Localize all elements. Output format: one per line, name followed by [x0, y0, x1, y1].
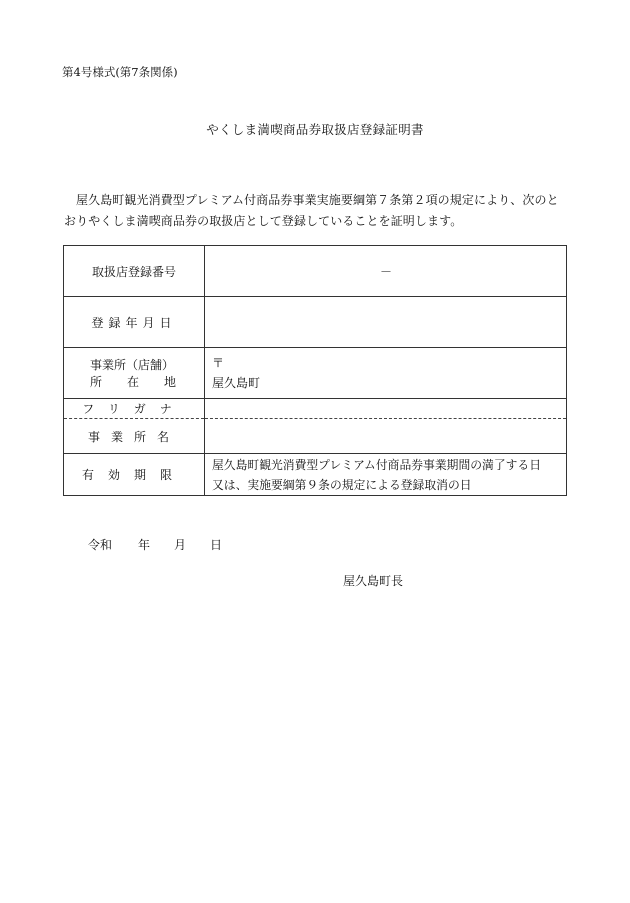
table-row-validity: [64, 454, 567, 496]
location-label-office: 事業所: [90, 358, 127, 372]
location-label-char1: 所: [90, 375, 103, 389]
registration-number-label: 取扱店登録番号: [64, 246, 205, 297]
location-label-store: （店舗）: [126, 358, 175, 372]
table-row-registration-number: [64, 246, 567, 297]
registration-number-value: －: [205, 246, 567, 297]
validity-value: [205, 454, 567, 496]
validity-value-line2: 又は、実施要綱第９条の規定による登録取消の日: [212, 477, 472, 492]
business-name-value: [205, 419, 567, 454]
validity-label: 有効期限: [64, 454, 205, 496]
registration-table: [63, 245, 567, 496]
document-title: やくしま満喫商品券取扱店登録証明書: [206, 122, 424, 137]
location-value: [205, 348, 567, 399]
location-label-char3: 地: [163, 375, 176, 389]
date-year: 年: [138, 538, 151, 552]
table-row-furigana: [64, 399, 567, 419]
furigana-value: [205, 399, 567, 419]
location-label: [64, 348, 205, 399]
table-row-location: [64, 348, 567, 399]
business-name-label: 事業所名: [64, 419, 205, 454]
issue-date-line: [88, 536, 222, 553]
date-era: 令和: [88, 538, 113, 552]
date-day: 日: [210, 538, 223, 552]
body-paragraph: 屋久島町観光消費型プレミアム付商品券事業実施要綱第７条第２項の規定により、次のとおりやくしま満喫商品券の取扱店として登録していることを証明します。: [64, 193, 559, 228]
address-value: 屋久島町: [212, 376, 261, 390]
furigana-label: フリガナ: [64, 399, 205, 419]
table-row-registration-date: [64, 297, 567, 348]
signer-name: 屋久島町長: [343, 574, 404, 588]
table-row-business-name: [64, 419, 567, 454]
validity-value-line1: 屋久島町観光消費型プレミアム付商品券事業期間の満了する日: [212, 457, 542, 472]
form-number: 第4号様式(第7条関係): [62, 65, 178, 79]
postal-mark: 〒: [212, 356, 225, 370]
registration-date-label: 登録年月日: [64, 297, 205, 348]
location-label-line2: [64, 373, 204, 390]
registration-date-value: [205, 297, 567, 348]
date-month: 月: [174, 538, 187, 552]
location-label-line1: [64, 356, 204, 373]
location-label-char2: 在: [126, 375, 139, 389]
